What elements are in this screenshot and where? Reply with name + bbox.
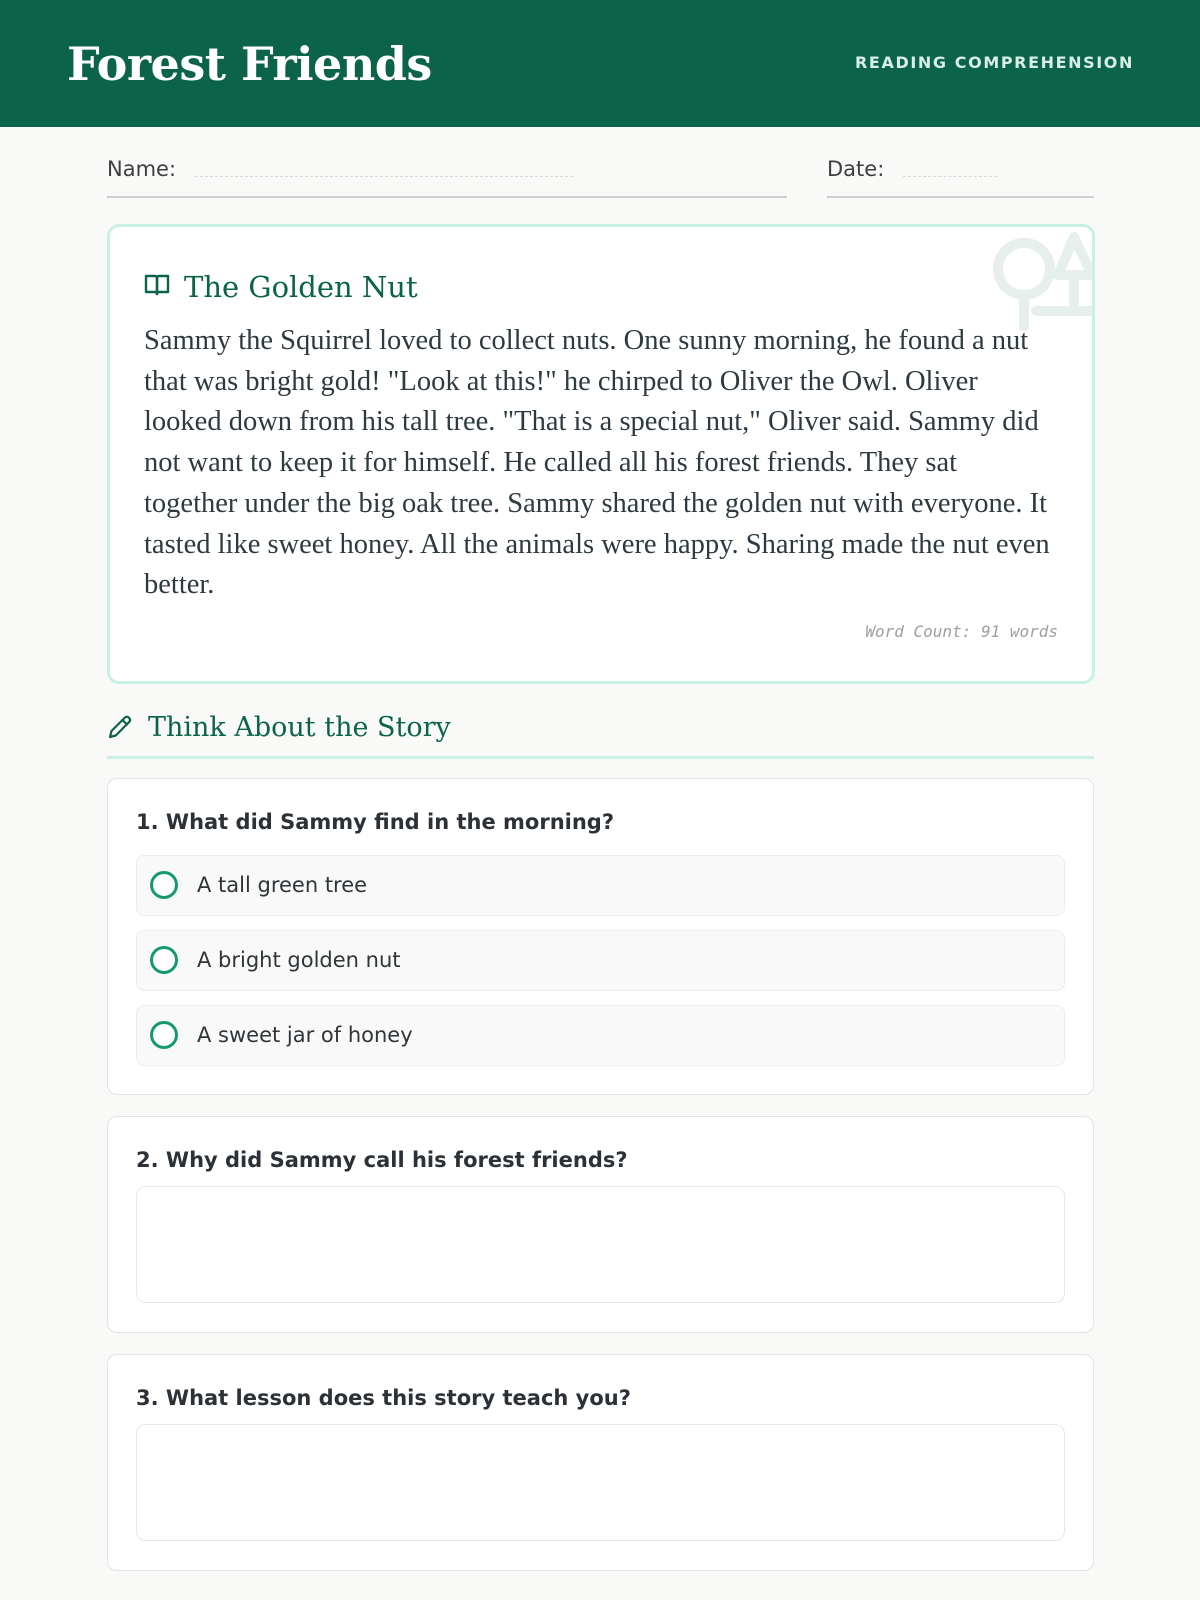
question-text: 2. Why did Sammy call his forest friends? [136,1148,628,1172]
pencil-icon [107,714,133,740]
date-field[interactable] [827,150,1094,198]
worksheet-type-badge: READING COMPREHENSION [855,53,1134,72]
option-label: A bright golden nut [197,948,401,972]
questions-heading [107,706,1094,759]
question-text: 3. What lesson does this story teach you? [136,1386,631,1410]
question-card-3 [107,1354,1094,1571]
answer-option-3[interactable] [136,1005,1065,1066]
word-count: Word Count: 91 words [865,622,1058,641]
date-write-line[interactable] [903,176,997,177]
radio-button[interactable] [150,871,178,899]
question-card-1 [107,778,1094,1095]
name-label: Name: [107,157,177,181]
radio-button[interactable] [150,946,178,974]
name-field[interactable] [107,150,787,198]
question-card-2 [107,1116,1094,1333]
answer-textbox[interactable] [136,1186,1065,1303]
answer-textbox[interactable] [136,1424,1065,1541]
story-text: Sammy the Squirrel loved to collect nuts. One sunny morning, he found a nut that was bright gold! "Look at this!" he chirped to Oliver the Owl. Oliver looked down from his tall tree. "That is a special nut," Oliver said. Sammy did not want to keep it for himself. He called all his forest friends. They sat together under the big oak tree. Sammy shared the golden nut with everyone. It tasted like sweet honey. All the animals were happy. Sharing made the nut even better. [144,325,1050,601]
option-label: A tall green tree [197,873,368,897]
book-icon [144,273,170,297]
answer-option-2[interactable] [136,930,1065,991]
story-title: The Golden Nut [184,270,418,304]
tree-icon [988,231,1095,331]
section-title: Think About the Story [148,712,451,743]
radio-button[interactable] [150,1021,178,1049]
name-write-line[interactable] [195,176,573,177]
option-label: A sweet jar of honey [197,1023,413,1047]
worksheet-title: Forest Friends [67,37,432,91]
answer-option-1[interactable] [136,855,1065,916]
story-card [107,224,1095,684]
question-text: 1. What did Sammy find in the morning? [136,810,615,834]
page-header [0,0,1200,127]
date-label: Date: [827,157,885,181]
